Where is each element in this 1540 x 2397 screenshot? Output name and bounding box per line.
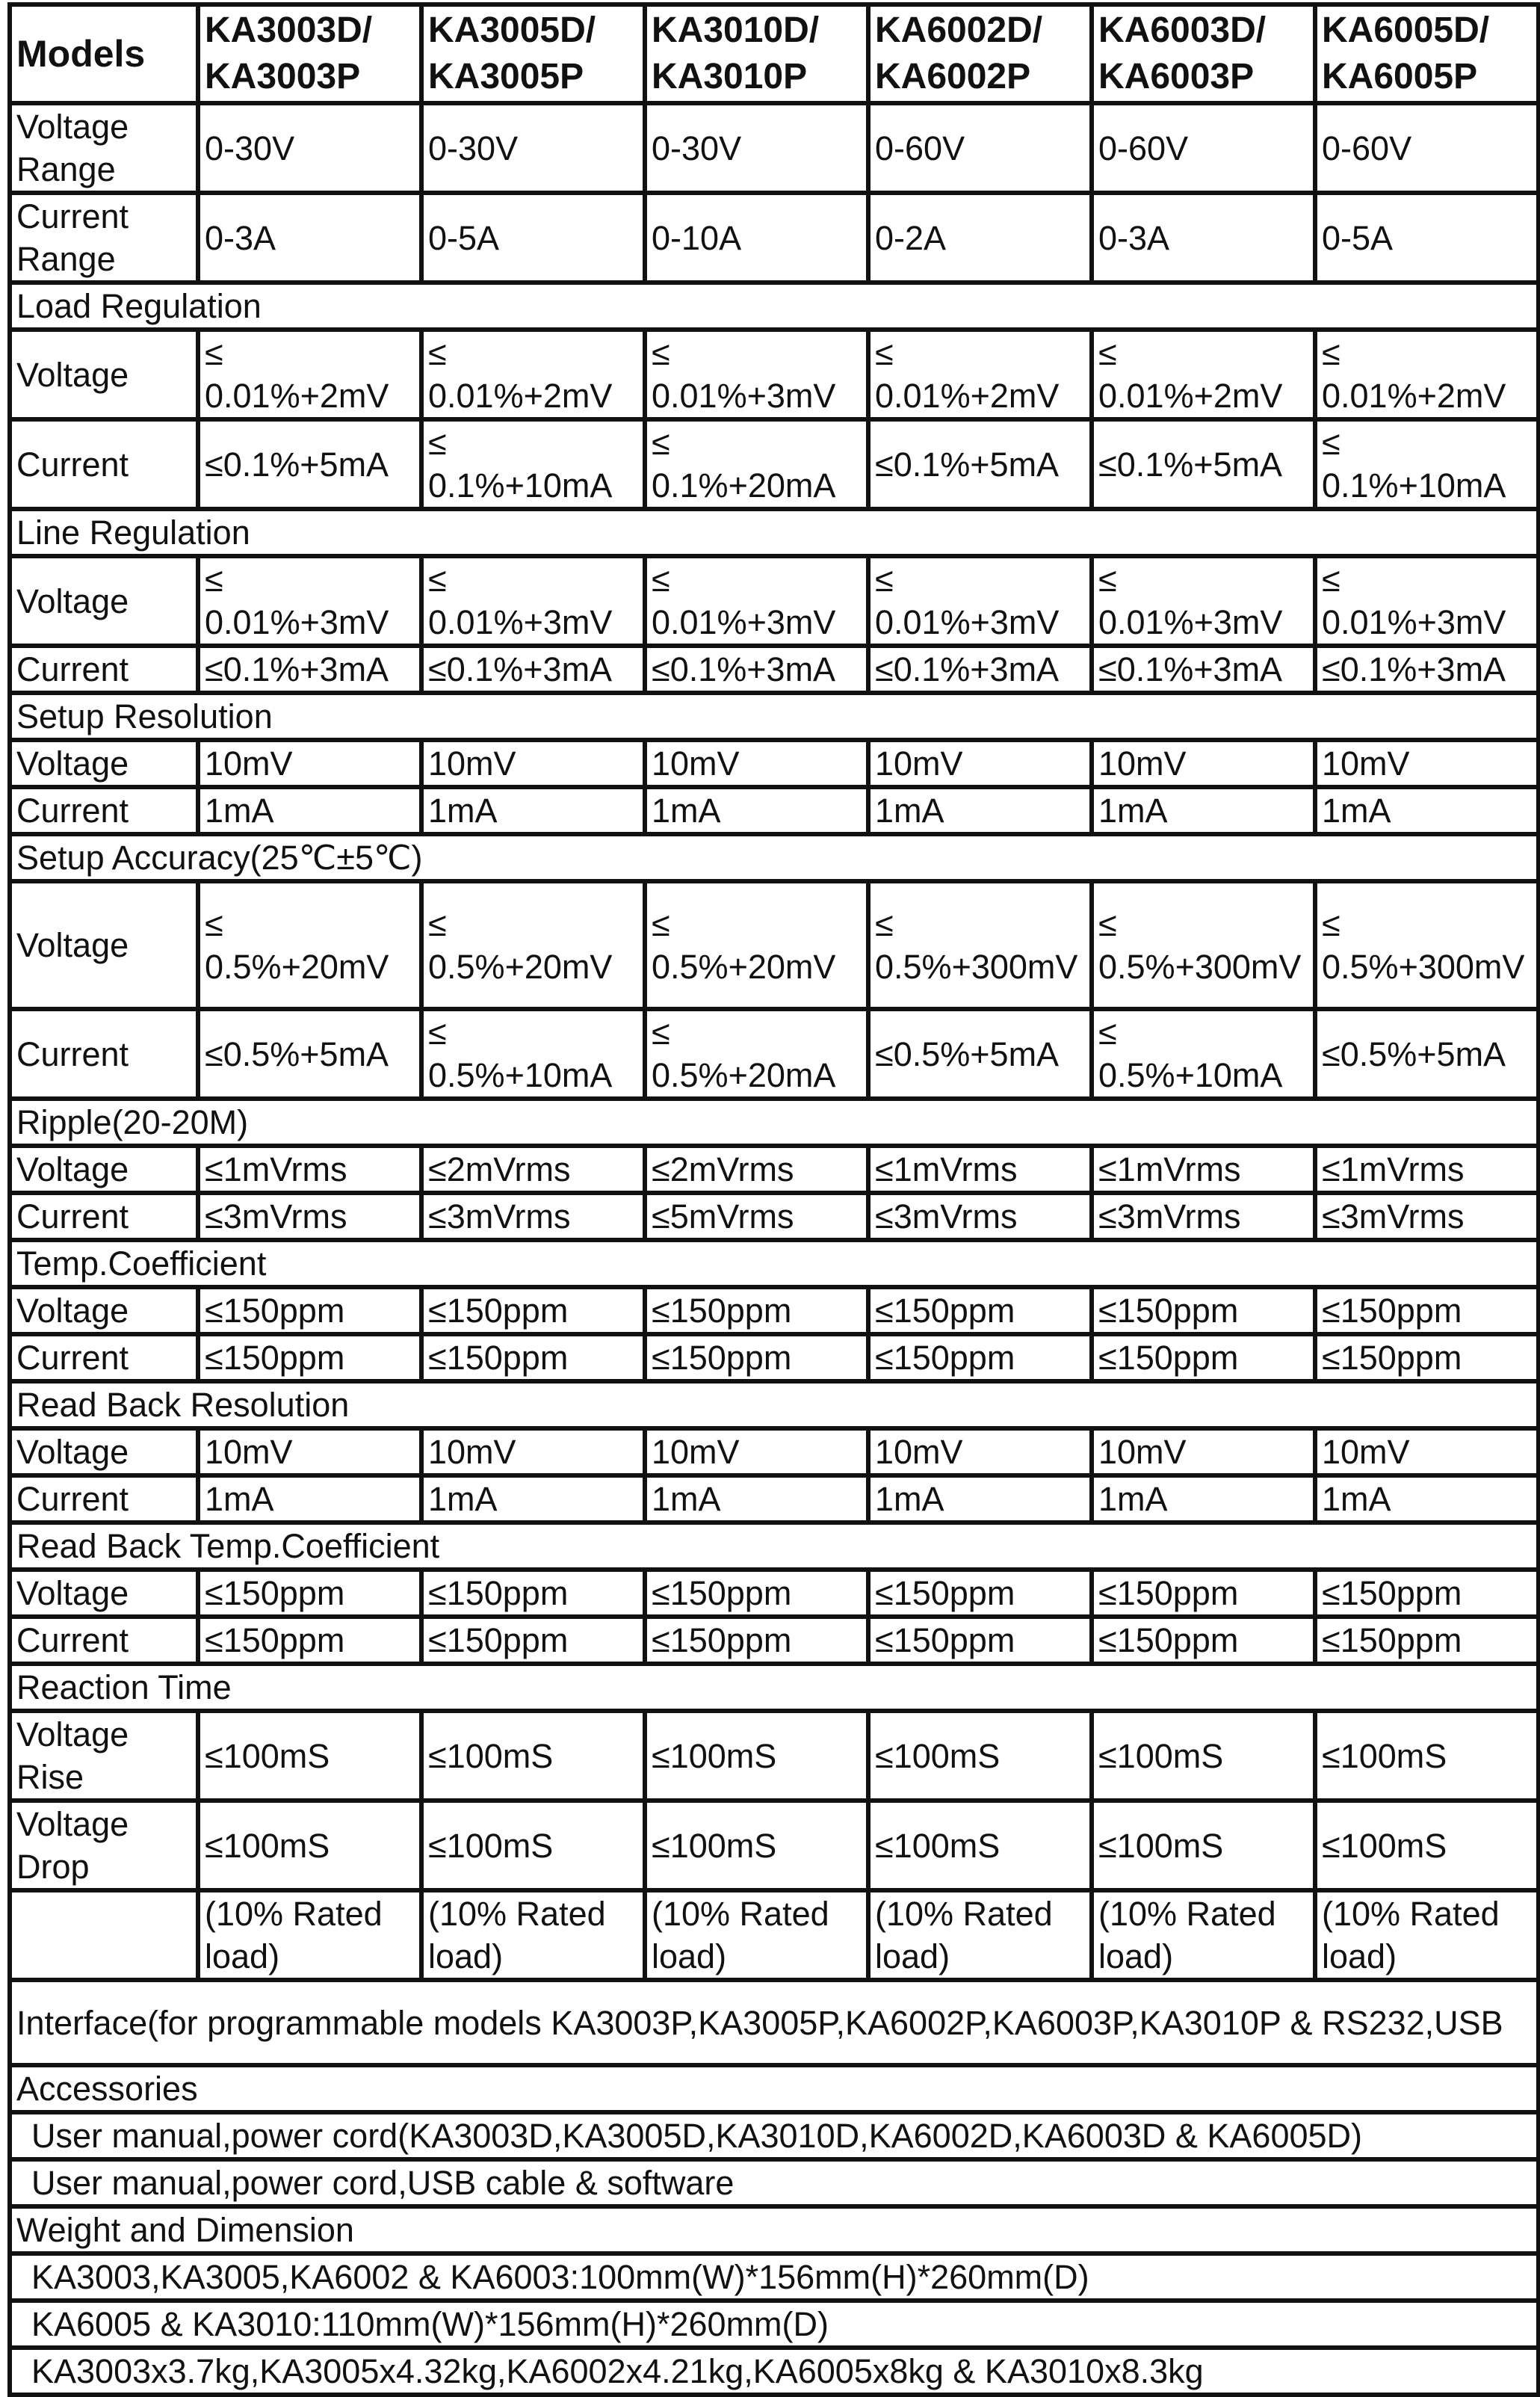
value-cell: 0-60V: [1092, 103, 1315, 193]
line-regulation-current-row: [10, 646, 1539, 693]
ripple-voltage-row: [10, 1146, 1539, 1193]
value-cell: 10mV: [645, 740, 868, 787]
row-label: Current: [10, 1009, 198, 1099]
row-label: Voltage Drop: [10, 1801, 198, 1890]
model-header: [198, 4, 421, 103]
value-cell: ≤100mS: [1092, 1711, 1315, 1801]
value-cell: ≤150ppm: [1092, 1287, 1315, 1334]
row-label: Current Range: [10, 193, 198, 283]
value-cell: ≤ 0.01%+3mV: [645, 556, 868, 646]
value-cell: ≤ 0.5%+300mV: [1315, 881, 1539, 1009]
read-back-temp-voltage-row: [10, 1570, 1539, 1617]
section-title: Setup Accuracy(25℃±5℃): [10, 834, 1539, 881]
section-row: [10, 283, 1539, 330]
dimension-row: [10, 2301, 1539, 2348]
value-cell: ≤2mVrms: [645, 1146, 868, 1193]
value-cell: 10mV: [868, 740, 1092, 787]
value-cell: ≤ 0.5%+300mV: [1092, 881, 1315, 1009]
value-cell: 0-60V: [1315, 103, 1539, 193]
value-cell: ≤ 0.01%+2mV: [868, 330, 1092, 419]
model-header: [645, 4, 868, 103]
value-cell: ≤150ppm: [198, 1287, 421, 1334]
value-cell: ≤0.1%+3mA: [645, 646, 868, 693]
dimension-row: [10, 2253, 1539, 2301]
section-row: [10, 1099, 1539, 1146]
value-cell: ≤3mVrms: [868, 1193, 1092, 1240]
dimension-item: KA6005 & KA3010:110mm(W)*156mm(H)*260mm(D): [10, 2301, 1539, 2348]
value-cell: ≤100mS: [198, 1711, 421, 1801]
value-cell: ≤0.1%+3mA: [421, 646, 645, 693]
value-cell: ≤100mS: [645, 1711, 868, 1801]
value-cell: ≤0.1%+5mA: [868, 419, 1092, 509]
value-cell: 0-30V: [645, 103, 868, 193]
load-regulation-voltage-row: [10, 330, 1539, 419]
value-cell: ≤3mVrms: [198, 1193, 421, 1240]
value-cell: ≤3mVrms: [1315, 1193, 1539, 1240]
model-name-line2: KA6003P: [1098, 57, 1255, 96]
value-cell: ≤0.5%+5mA: [198, 1009, 421, 1099]
model-header: [1315, 4, 1539, 103]
value-cell: ≤150ppm: [1315, 1334, 1539, 1381]
value-cell: 1mA: [1315, 787, 1539, 834]
value-cell: ≤ 0.01%+3mV: [1092, 556, 1315, 646]
value-cell: 10mV: [198, 1428, 421, 1475]
weight-row: [10, 2348, 1539, 2395]
value-cell: ≤150ppm: [868, 1617, 1092, 1664]
section-row: [10, 834, 1539, 881]
ripple-current-row: [10, 1193, 1539, 1240]
value-cell: ≤0.5%+5mA: [868, 1009, 1092, 1099]
value-cell: ≤100mS: [645, 1801, 868, 1890]
model-name-line2: KA3005P: [428, 57, 584, 96]
value-cell: 1mA: [198, 787, 421, 834]
temp-coefficient-voltage-row: [10, 1287, 1539, 1334]
read-back-temp-current-row: [10, 1617, 1539, 1664]
value-cell: ≤ 0.1%+20mA: [645, 419, 868, 509]
value-cell: ≤150ppm: [198, 1617, 421, 1664]
setup-accuracy-voltage-row: [10, 881, 1539, 1009]
section-row: [10, 1381, 1539, 1428]
read-back-resolution-voltage-row: [10, 1428, 1539, 1475]
value-cell: ≤100mS: [1092, 1801, 1315, 1890]
value-cell: ≤150ppm: [1315, 1287, 1539, 1334]
row-label: Voltage: [10, 1287, 198, 1334]
temp-coefficient-current-row: [10, 1334, 1539, 1381]
spec-table-body: [10, 4, 1539, 2395]
value-cell: 0-30V: [198, 103, 421, 193]
section-title: Accessories: [10, 2065, 1539, 2112]
model-name-line1: KA6005D/: [1322, 10, 1490, 50]
value-cell: ≤150ppm: [198, 1570, 421, 1617]
value-cell: ≤0.1%+5mA: [198, 419, 421, 509]
line-regulation-voltage-row: [10, 556, 1539, 646]
value-cell: 10mV: [198, 740, 421, 787]
value-cell: ≤100mS: [1315, 1711, 1539, 1801]
interface-row: [10, 1980, 1539, 2065]
value-cell: ≤150ppm: [1092, 1334, 1315, 1381]
value-cell: ≤150ppm: [645, 1334, 868, 1381]
value-cell: 1mA: [645, 1475, 868, 1523]
row-label: Voltage: [10, 1570, 198, 1617]
setup-resolution-voltage-row: [10, 740, 1539, 787]
model-name-line2: KA3003P: [205, 57, 361, 96]
section-row: [10, 693, 1539, 740]
row-label: Current: [10, 1475, 198, 1523]
section-title: Ripple(20-20M): [10, 1099, 1539, 1146]
row-label: Current: [10, 1617, 198, 1664]
weight-item: KA3003x3.7kg,KA3005x4.32kg,KA6002x4.21kg,KA6005x8kg & KA3010x8.3kg: [10, 2348, 1539, 2395]
model-name-line2: KA6002P: [875, 57, 1031, 96]
value-cell: 0-60V: [868, 103, 1092, 193]
value-cell: 10mV: [1315, 740, 1539, 787]
model-name-line1: KA3005D/: [428, 10, 596, 50]
value-cell: ≤150ppm: [645, 1570, 868, 1617]
model-name-line1: KA3003D/: [205, 10, 373, 50]
value-cell: 10mV: [868, 1428, 1092, 1475]
value-cell: ≤150ppm: [1092, 1570, 1315, 1617]
row-label: Voltage: [10, 330, 198, 419]
row-label: Voltage: [10, 1428, 198, 1475]
value-cell: ≤150ppm: [868, 1334, 1092, 1381]
row-label: Voltage: [10, 881, 198, 1009]
value-cell: ≤ 0.1%+10mA: [1315, 419, 1539, 509]
section-row: [10, 2065, 1539, 2112]
value-cell: ≤0.1%+3mA: [1092, 646, 1315, 693]
spec-table: [7, 2, 1540, 2397]
value-cell: 1mA: [1315, 1475, 1539, 1523]
value-cell: 10mV: [1092, 1428, 1315, 1475]
value-cell: 1mA: [198, 1475, 421, 1523]
value-cell: ≤1mVrms: [868, 1146, 1092, 1193]
value-cell: 10mV: [645, 1428, 868, 1475]
value-cell: 1mA: [868, 1475, 1092, 1523]
model-name-line1: KA6003D/: [1098, 10, 1267, 50]
model-name-line1: KA3010D/: [652, 10, 820, 50]
interface-text: Interface(for programmable models KA3003P,KA3005P,KA6002P,KA6003P,KA3010P & RS232,USB: [10, 1980, 1539, 2065]
value-cell: ≤ 0.5%+10mA: [1092, 1009, 1315, 1099]
section-row: [10, 1664, 1539, 1711]
value-cell: ≤150ppm: [421, 1287, 645, 1334]
value-cell: ≤100mS: [1315, 1801, 1539, 1890]
value-cell: 1mA: [645, 787, 868, 834]
value-cell: ≤ 0.5%+20mV: [645, 881, 868, 1009]
section-title: Read Back Resolution: [10, 1381, 1539, 1428]
value-cell: 1mA: [421, 787, 645, 834]
value-cell: ≤150ppm: [868, 1287, 1092, 1334]
value-cell: 1mA: [421, 1475, 645, 1523]
value-cell: 10mV: [421, 740, 645, 787]
reaction-voltage-drop-row: [10, 1801, 1539, 1890]
value-cell: ≤1mVrms: [1315, 1146, 1539, 1193]
value-cell: ≤0.1%+5mA: [1092, 419, 1315, 509]
value-cell: 1mA: [1092, 787, 1315, 834]
value-cell: 0-5A: [421, 193, 645, 283]
value-cell: ≤0.1%+3mA: [1315, 646, 1539, 693]
value-cell: ≤100mS: [421, 1801, 645, 1890]
setup-accuracy-current-row: [10, 1009, 1539, 1099]
value-cell: ≤2mVrms: [421, 1146, 645, 1193]
reaction-voltage-rise-row: [10, 1711, 1539, 1801]
row-label: Voltage: [10, 1146, 198, 1193]
accessory-item: User manual,power cord,USB cable & software: [10, 2159, 1539, 2206]
value-cell: ≤ 0.5%+20mV: [198, 881, 421, 1009]
section-title: Line Regulation: [10, 509, 1539, 556]
value-cell: ≤ 0.01%+3mV: [645, 330, 868, 419]
value-cell: ≤ 0.01%+3mV: [868, 556, 1092, 646]
value-cell: 0-3A: [1092, 193, 1315, 283]
voltage-range-row: [10, 103, 1539, 193]
section-row: [10, 2206, 1539, 2253]
value-cell: ≤5mVrms: [645, 1193, 868, 1240]
setup-resolution-current-row: [10, 787, 1539, 834]
value-cell: 0-2A: [868, 193, 1092, 283]
model-header: [421, 4, 645, 103]
accessory-row: [10, 2159, 1539, 2206]
section-title: Setup Resolution: [10, 693, 1539, 740]
row-label: Voltage: [10, 556, 198, 646]
section-row: [10, 509, 1539, 556]
section-title: Reaction Time: [10, 1664, 1539, 1711]
current-range-row: [10, 193, 1539, 283]
value-cell: ≤150ppm: [421, 1570, 645, 1617]
value-cell: ≤ 0.5%+300mV: [868, 881, 1092, 1009]
value-cell: ≤ 0.1%+10mA: [421, 419, 645, 509]
read-back-resolution-current-row: [10, 1475, 1539, 1523]
value-cell: ≤ 0.01%+2mV: [1315, 330, 1539, 419]
value-cell: 1mA: [1092, 1475, 1315, 1523]
value-cell: ≤ 0.01%+2mV: [421, 330, 645, 419]
value-cell: (10% Rated load): [421, 1890, 645, 1980]
value-cell: ≤ 0.01%+3mV: [1315, 556, 1539, 646]
value-cell: ≤0.1%+3mA: [868, 646, 1092, 693]
value-cell: (10% Rated load): [198, 1890, 421, 1980]
section-row: [10, 1240, 1539, 1287]
value-cell: ≤0.5%+5mA: [1315, 1009, 1539, 1099]
section-row: [10, 1523, 1539, 1570]
section-title: Load Regulation: [10, 283, 1539, 330]
row-label: Voltage: [10, 740, 198, 787]
model-name-line2: KA6005P: [1322, 57, 1478, 96]
value-cell: 10mV: [421, 1428, 645, 1475]
value-cell: ≤ 0.01%+2mV: [1092, 330, 1315, 419]
reaction-note-row: [10, 1890, 1539, 1980]
row-label: Current: [10, 419, 198, 509]
value-cell: 10mV: [1092, 740, 1315, 787]
value-cell: ≤ 0.5%+20mV: [421, 881, 645, 1009]
value-cell: ≤150ppm: [1315, 1617, 1539, 1664]
value-cell: ≤100mS: [198, 1801, 421, 1890]
row-label: Current: [10, 1193, 198, 1240]
value-cell: ≤ 0.5%+20mA: [645, 1009, 868, 1099]
value-cell: ≤ 0.01%+3mV: [198, 556, 421, 646]
value-cell: ≤3mVrms: [1092, 1193, 1315, 1240]
value-cell: ≤150ppm: [198, 1334, 421, 1381]
value-cell: (10% Rated load): [868, 1890, 1092, 1980]
value-cell: ≤150ppm: [421, 1617, 645, 1664]
value-cell: ≤3mVrms: [421, 1193, 645, 1240]
value-cell: ≤150ppm: [421, 1334, 645, 1381]
value-cell: 10mV: [1315, 1428, 1539, 1475]
value-cell: ≤1mVrms: [198, 1146, 421, 1193]
value-cell: (10% Rated load): [1092, 1890, 1315, 1980]
dimension-item: KA3003,KA3005,KA6002 & KA6003:100mm(W)*156mm(H)*260mm(D): [10, 2253, 1539, 2301]
value-cell: (10% Rated load): [645, 1890, 868, 1980]
value-cell: 0-3A: [198, 193, 421, 283]
value-cell: ≤100mS: [868, 1711, 1092, 1801]
value-cell: ≤150ppm: [1092, 1617, 1315, 1664]
value-cell: ≤1mVrms: [1092, 1146, 1315, 1193]
value-cell: (10% Rated load): [1315, 1890, 1539, 1980]
value-cell: ≤150ppm: [645, 1617, 868, 1664]
value-cell: 0-10A: [645, 193, 868, 283]
model-name-line1: KA6002D/: [875, 10, 1043, 50]
value-cell: ≤ 0.01%+3mV: [421, 556, 645, 646]
section-title: Weight and Dimension: [10, 2206, 1539, 2253]
model-name-line2: KA3010P: [652, 57, 808, 96]
models-label: Models: [10, 4, 198, 103]
load-regulation-current-row: [10, 419, 1539, 509]
row-label: Voltage Range: [10, 103, 198, 193]
accessory-row: [10, 2112, 1539, 2159]
row-label: Voltage Rise: [10, 1711, 198, 1801]
row-label: [10, 1890, 198, 1980]
value-cell: ≤150ppm: [868, 1570, 1092, 1617]
value-cell: ≤ 0.01%+2mV: [198, 330, 421, 419]
header-row: [10, 4, 1539, 103]
value-cell: ≤100mS: [868, 1801, 1092, 1890]
value-cell: 0-5A: [1315, 193, 1539, 283]
value-cell: ≤100mS: [421, 1711, 645, 1801]
model-header: [868, 4, 1092, 103]
value-cell: 0-30V: [421, 103, 645, 193]
value-cell: ≤150ppm: [1315, 1570, 1539, 1617]
model-header: [1092, 4, 1315, 103]
value-cell: ≤150ppm: [645, 1287, 868, 1334]
value-cell: ≤0.1%+3mA: [198, 646, 421, 693]
section-title: Temp.Coefficient: [10, 1240, 1539, 1287]
row-label: Current: [10, 1334, 198, 1381]
value-cell: 1mA: [868, 787, 1092, 834]
row-label: Current: [10, 646, 198, 693]
row-label: Current: [10, 787, 198, 834]
section-title: Read Back Temp.Coefficient: [10, 1523, 1539, 1570]
accessory-item: User manual,power cord(KA3003D,KA3005D,KA3010D,KA6002D,KA6003D & KA6005D): [10, 2112, 1539, 2159]
value-cell: ≤ 0.5%+10mA: [421, 1009, 645, 1099]
